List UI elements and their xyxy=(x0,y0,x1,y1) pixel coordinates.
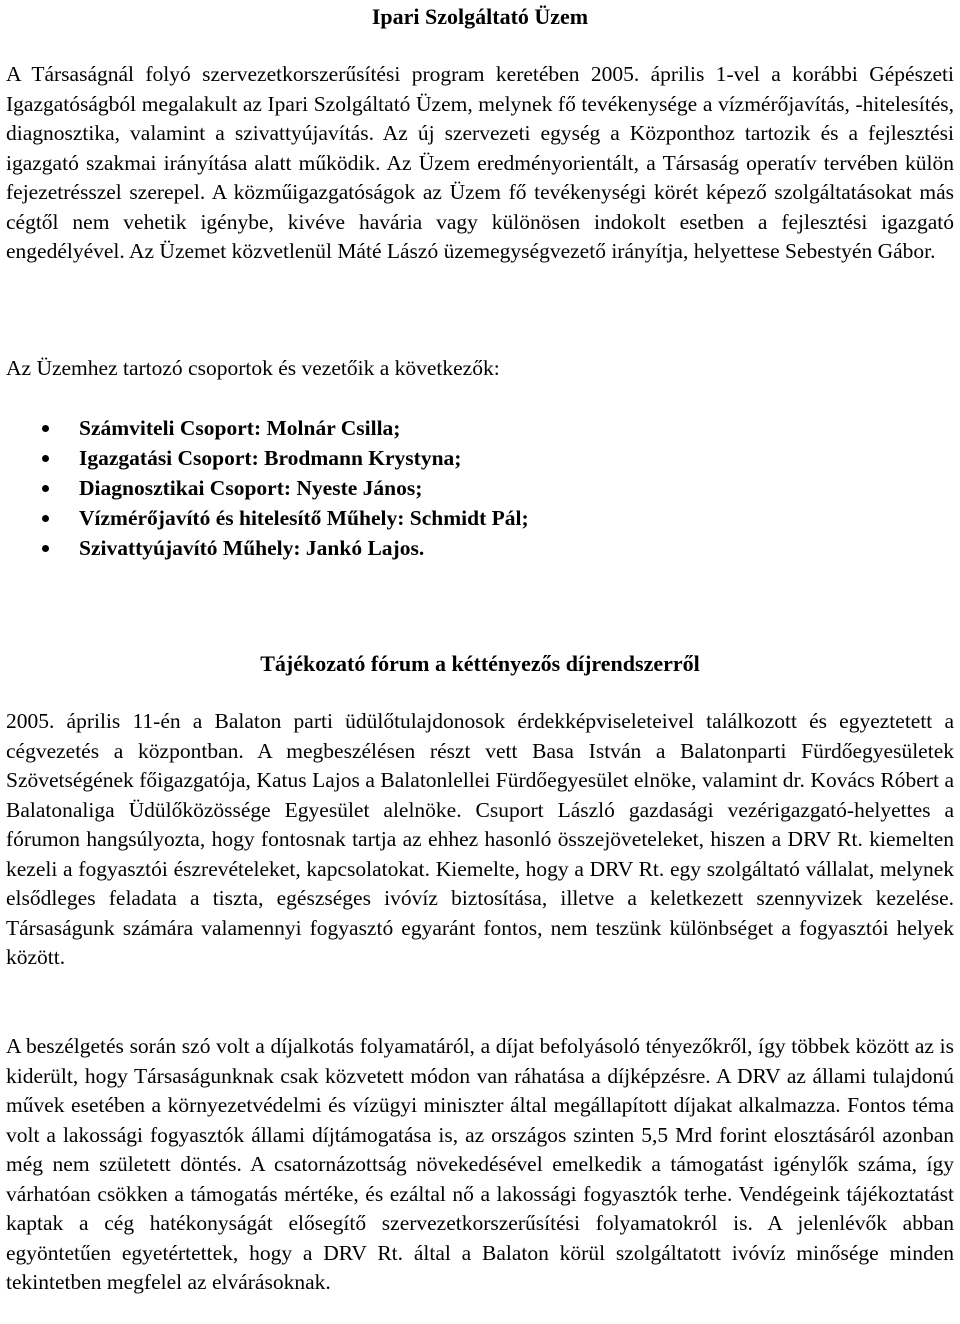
list-item xyxy=(6,533,954,563)
list-item xyxy=(6,473,954,503)
paragraph-forum-discussion: A beszélgetés során szó volt a díjalkotás folyamatáról, a díjat befolyásoló tényezőkről, így többek között az is kiderült, hogy Társaságunknak csak közvetett módon van ráhatása a díjképzésre. A DRV az állami tulajdonú művek esetében a környezetvédelmi és vízügyi miniszter által megállapított díjakat alkalmazza. Fontos téma volt a lakossági fogyasztók állami díjtámogatása is, az országos szinten 5,5 Mrd forint elosztásáról azonban még nem született döntés. A csatornázottság növekedésével emelkedik a támogatást igénylők száma, így várhatóan csökken a támogatás mértéke, és ezáltal nő a lakossági fogyasztók terhe. Vendégeink tájékoztatást kaptak a cég hatékonyságát elősegítő szervezetkorszerűsítési folyamatokról is. A jelenlévők abban egyöntetűen egyetértettek, hogy a DRV Rt. által a Balaton körül szolgáltatott ivóvíz minősége minden tekintetben megfelel az elvárásoknak. xyxy=(6,1034,954,1294)
list-item-text: Vízmérőjavító és hitelesítő Műhely: Schmidt Pál; xyxy=(79,506,529,530)
list-item xyxy=(6,413,954,443)
list-item-text: Igazgatási Csoport: Brodmann Krystyna; xyxy=(79,446,462,470)
paragraph-forum-meeting: 2005. április 11-én a Balaton parti üdülőtulajdonosok érdekképviseleteivel találkozott és egyeztetett a cégvezetés a központban. A megbeszélésen részt vett Basa István a Balatonparti Fürdőegyesületek Szövetségének főigazgatója, Katus Lajos a Balatonlellei Fürdőegyesület elnöke, valamint dr. Kovács Róbert a Balatonaliga Üdülőközössége Egyesület alelnöke. Csuport László gazdasági vezérigazgató-helyettes a fórumon hangsúlyozta, hogy fontosnak tartja az ehhez hasonló összejöveteleket, hiszen a DRV Rt. kiemelten kezeli a fogyasztói észrevételeket, kapcsolatokat. Kiemelte, hogy a DRV Rt. egy szolgáltató vállalat, melynek elsődleges feladata a tiszta, egészséges ivóvíz biztosítása, illetve a keletkezett szennyvizek kezelése. Társaságunk számára valamennyi fogyasztó egyaránt fontos, nem teszünk különbséget a fogyasztói helyek között. xyxy=(6,709,954,969)
section-title-tajekozato-forum: Tájékozató fórum a kéttényezős díjrendszerről xyxy=(260,651,700,676)
paragraph-groups-intro: Az Üzemhez tartozó csoportok és vezetőik a következők: xyxy=(6,356,500,380)
list-item xyxy=(6,443,954,473)
bullet-icon xyxy=(42,485,49,492)
bullet-icon xyxy=(42,515,49,522)
bullet-icon xyxy=(42,545,49,552)
bullet-icon xyxy=(42,455,49,462)
list-item xyxy=(6,503,954,533)
paragraph-uzem-description: A Társaságnál folyó szervezetkorszerűsítési program keretében 2005. április 1-vel a korábbi Gépészeti Igazgatóságból megalakult az Ipari Szolgáltató Üzem, melynek fő tevékenysége a vízmérőjavítás, -hitelesítés, diagnosztika, valamint a szivattyújavítás. Az új szervezeti egység a Központhoz tartozik és a fejlesztési igazgató szakmai irányítása alatt működik. Az Üzem eredményorientált, a Társaság operatív tervében külön fejezetrésszel szerepel. A közműigazgatóságok az Üzem fő tevékenységi körét képező szolgáltatásokat más cégtől nem vehetik igénybe, kivéve havária vagy különösen indokolt esetben a fejlesztési igazgató engedélyével. Az Üzemet közvetlenül Máté Lászó üzemegységvezető irányítja, helyettese Sebestyén Gábor. xyxy=(6,62,954,263)
bullet-icon xyxy=(42,425,49,432)
section-title-ipari-szolgaltato-uzem: Ipari Szolgáltató Üzem xyxy=(371,4,589,29)
list-item-text: Diagnosztikai Csoport: Nyeste János; xyxy=(79,476,423,500)
groups-list xyxy=(6,413,954,563)
list-item-text: Számviteli Csoport: Molnár Csilla; xyxy=(79,416,401,440)
list-item-text: Szivattyújavító Műhely: Jankó Lajos. xyxy=(79,536,425,560)
